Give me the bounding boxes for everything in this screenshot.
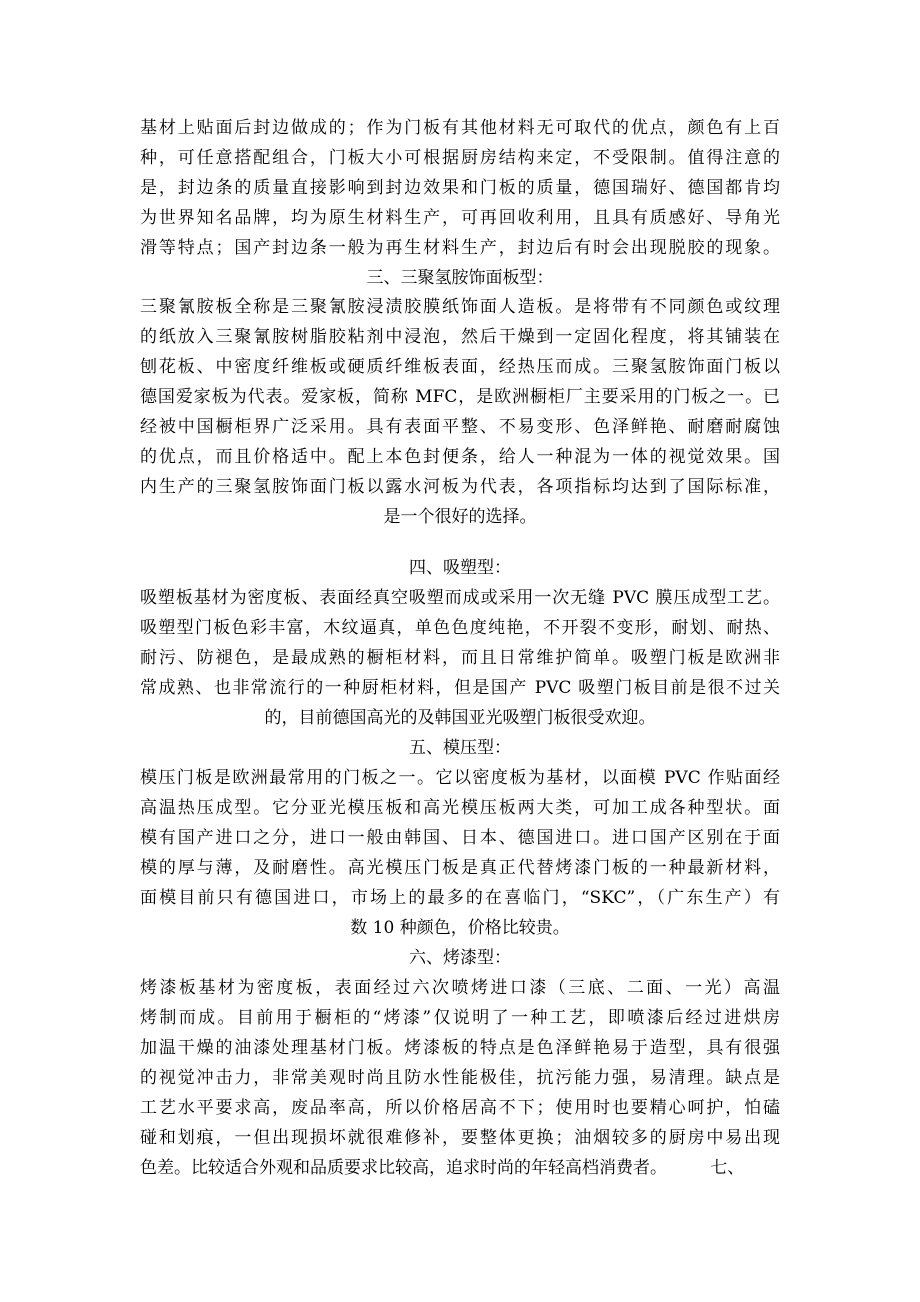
paragraph-line: 吸塑板基材为密度板、表面经真空吸塑而成或采用一次无缝 PVC 膜压成型工艺。 bbox=[140, 588, 780, 608]
paragraph-line: 加温干燥的油漆处理基材门板。烤漆板的特点是色泽鲜艳易于造型，具有很强 bbox=[140, 1038, 780, 1058]
paragraph-line: 滑等特点；国产封边条一般为再生材料生产，封边后有时会出现脱胶的现象。 bbox=[140, 238, 780, 258]
paragraph-line: 数 10 种颜色，价格比较贵。 bbox=[350, 918, 570, 938]
paragraph-line: 三聚氰胺板全称是三聚氰胺浸渍胶膜纸饰面人造板。是将带有不同颜色或纹理 bbox=[140, 297, 780, 317]
paragraph-line: 的，目前德国高光的及韩国亚光吸塑门板很受欢迎。 bbox=[264, 708, 656, 728]
paragraph-line: 模的厚与薄，及耐磨性。高光模压门板是真正代替烤漆门板的一种最新材料， bbox=[140, 858, 780, 878]
paragraph-line: 高温热压成型。它分亚光模压板和高光模压板两大类，可加工成各种型状。面 bbox=[140, 798, 780, 818]
paragraph-line: 基材上贴面后封边做成的；作为门板有其他材料无可取代的优点，颜色有上百 bbox=[140, 118, 780, 138]
paragraph-line: 面模目前只有德国进口，市场上的最多的在喜临门，“SKC”，（广东生产）有 bbox=[140, 888, 780, 908]
paragraph-line: 耐污、防褪色，是最成熟的橱柜材料，而且日常维护简单。吸塑门板是欧洲非 bbox=[140, 648, 780, 668]
paragraph-line: 烤制而成。目前用于橱柜的“烤漆”仅说明了一种工艺，即喷漆后经过进烘房 bbox=[140, 1008, 780, 1028]
section-heading-4: 四、吸塑型： bbox=[409, 558, 511, 578]
paragraph-line: 的优点，而且价格适中。配上本色封便条，给人一种混为一体的视觉效果。国 bbox=[140, 447, 780, 467]
paragraph-line: 为世界知名品牌，均为原生材料生产，可再回收利用，且具有质感好、导角光 bbox=[140, 208, 780, 228]
section-heading-6: 六、烤漆型： bbox=[409, 948, 511, 968]
paragraph-line: 工艺水平要求高，废品率高，所以价格居高不下；使用时也要精心呵护，怕磕 bbox=[140, 1098, 780, 1118]
paragraph-line: 是，封边条的质量直接影响到封边效果和门板的质量，德国瑞好、德国都肯均 bbox=[140, 178, 780, 198]
section-heading-5: 五、模压型： bbox=[409, 738, 511, 758]
paragraph-line: 德国爱家板为代表。爱家板，简称 MFC，是欧洲橱柜厂主要采用的门板之一。已 bbox=[140, 387, 780, 407]
paragraph-line: 经被中国橱柜界广泛采用。具有表面平整、不易变形、色泽鲜艳、耐磨耐腐蚀 bbox=[140, 417, 780, 437]
paragraph-line: 刨花板、中密度纤维板或硬质纤维板表面，经热压而成。三聚氢胺饰面门板以 bbox=[140, 357, 780, 377]
section-heading-3: 三、三聚氢胺饰面板型： bbox=[366, 268, 554, 288]
paragraph-line: 碰和划痕，一但出现损坏就很难修补，要整体更换；油烟较多的厨房中易出现 bbox=[140, 1128, 780, 1148]
paragraph-line: 色差。比较适合外观和品质要求比较高，追求时尚的年轻高档消费者。 七、 bbox=[140, 1158, 745, 1178]
paragraph-line: 烤漆板基材为密度板，表面经过六次喷烤进口漆（三底、二面、一光）高温 bbox=[140, 978, 780, 998]
paragraph-line: 模压门板是欧洲最常用的门板之一。它以密度板为基材，以面模 PVC 作贴面经 bbox=[140, 768, 780, 788]
paragraph-line: 内生产的三聚氢胺饰面门板以露水河板为代表，各项指标均达到了国际标准， bbox=[140, 477, 780, 497]
paragraph-line: 的视觉冲击力，非常美观时尚且防水性能极佳，抗污能力强，易清理。缺点是 bbox=[140, 1068, 780, 1088]
paragraph-line: 模有国产进口之分，进口一般由韩国、日本、德国进口。进口国产区别在于面 bbox=[140, 828, 780, 848]
paragraph-line: 常成熟、也非常流行的一种厨柜材料，但是国产 PVC 吸塑门板目前是很不过关 bbox=[140, 678, 780, 698]
paragraph-line: 吸塑型门板色彩丰富，木纹逼真，单色色度纯艳，不开裂不变形，耐划、耐热、 bbox=[140, 618, 780, 638]
paragraph-line: 的纸放入三聚氰胺树脂胶粘剂中浸泡，然后干燥到一定固化程度，将其铺装在 bbox=[140, 327, 780, 347]
paragraph-line: 种，可任意搭配组合，门板大小可根据厨房结构来定，不受限制。值得注意的 bbox=[140, 148, 780, 168]
paragraph-line: 是一个很好的选择。 bbox=[383, 507, 537, 527]
